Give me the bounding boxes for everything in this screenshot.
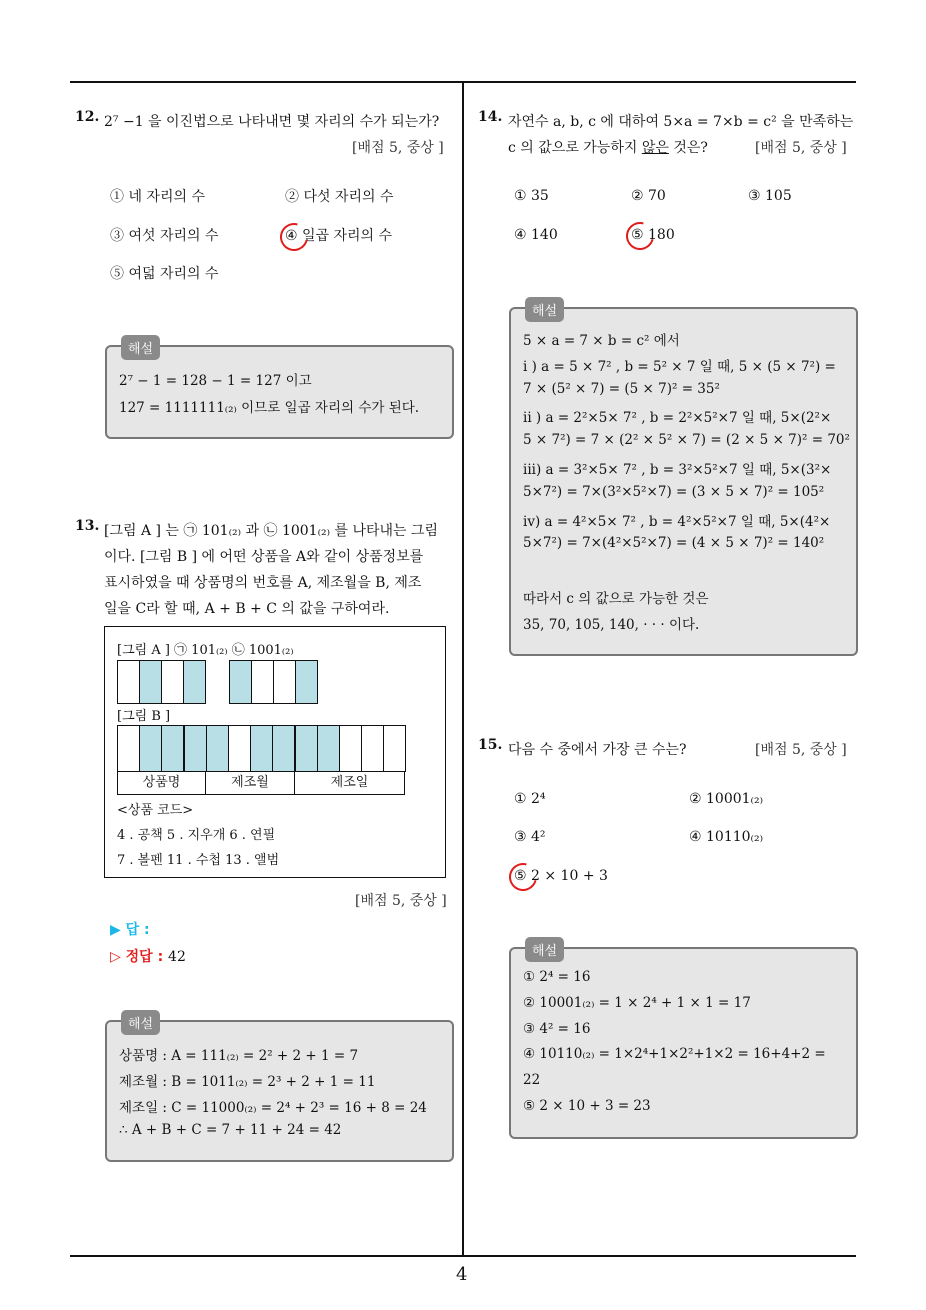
q14-sol-line-2: i ) a = 5 × 7² , b = 5² × 7 일 때, 5 × (5 × 7²) = bbox=[523, 358, 836, 375]
q15-solution-label: 해설 bbox=[525, 937, 564, 962]
q15-option-4[interactable]: ④ 10110₍₂₎ bbox=[689, 829, 764, 845]
fig-a-caption: [그림 A ] ㉠ 101₍₂₎ ㉡ 1001₍₂₎ bbox=[117, 643, 294, 658]
q12-option-1[interactable]: ① 네 자리의 수 bbox=[110, 189, 205, 205]
q13-stem-line-1: [그림 A ] 는 ㉠ 101₍₂₎ 과 ㉡ 1001₍₂₎ 를 나타내는 그림 bbox=[104, 523, 439, 539]
q15-option-5-text: 2 × 10 + 3 bbox=[531, 868, 608, 884]
q14-sol-line-3: 7 × (5² × 7) = (5 × 7)² = 35² bbox=[523, 380, 720, 397]
q15-stem: 다음 수 중에서 가장 큰 수는? bbox=[508, 742, 687, 758]
q14-sol-line-11: 따라서 c 의 값으로 가능한 것은 bbox=[523, 591, 709, 607]
fig-a-cell bbox=[183, 660, 206, 704]
q12-meta: [배점 5, 중상 ] bbox=[352, 140, 444, 156]
fig-b-cell bbox=[339, 725, 362, 772]
q13-sol-line-3: 제조일 : C = 11000₍₂₎ = 2⁴ + 2³ = 16 + 8 = 24 bbox=[119, 1100, 427, 1116]
q14-stem-line-2: c 의 값으로 가능하지 않은 것은? bbox=[508, 140, 708, 156]
q12-option-4-text: 일곱 자리의 수 bbox=[302, 228, 393, 244]
fig-a-cell bbox=[117, 660, 140, 704]
q12-number: 12. bbox=[75, 109, 100, 125]
q15-number: 15. bbox=[478, 737, 503, 753]
q14-meta: [배점 5, 중상 ] bbox=[755, 140, 847, 156]
fig-b-caption: [그림 B ] bbox=[117, 709, 171, 724]
q15-option-5[interactable] bbox=[514, 868, 608, 884]
q12-option-3[interactable]: ③ 여섯 자리의 수 bbox=[110, 228, 219, 244]
q15-sol-line-3: ③ 4² = 16 bbox=[523, 1020, 591, 1037]
q14-sol-line-9: 5×7²) = 7×(4²×5²×7) = (4 × 5 × 7)² = 140² bbox=[523, 535, 825, 552]
fig-b-cell bbox=[228, 725, 251, 772]
q14-option-1[interactable]: ① 35 bbox=[514, 188, 549, 204]
q14-sol-line-5: 5 × 7²) = 7 × (2² × 5² × 7) = (2 × 5 × 7)² = 70² bbox=[523, 432, 850, 449]
q13-sol-line-4: ∴ A + B + C = 7 + 11 + 24 = 42 bbox=[119, 1122, 342, 1138]
q14-option-5-marker: ⑤ bbox=[631, 227, 644, 243]
fig-b-cell bbox=[250, 725, 273, 772]
fig-b-cell bbox=[361, 725, 384, 772]
q15-option-1[interactable]: ① 2⁴ bbox=[514, 791, 546, 807]
q12-option-4[interactable] bbox=[285, 225, 392, 245]
page-number: 4 bbox=[456, 1264, 468, 1285]
q15-meta: [배점 5, 중상 ] bbox=[755, 742, 847, 758]
q15-sol-line-4: ④ 10110₍₂₎ = 1×2⁴+1×2²+1×2 = 16+4+2 = bbox=[523, 1046, 826, 1063]
fig-b-cell bbox=[117, 725, 140, 772]
q13-sol-line-1: 상품명 : A = 111₍₂₎ = 2² + 2 + 1 = 7 bbox=[119, 1048, 359, 1064]
fig-b-cell bbox=[139, 725, 162, 772]
q15-option-5-marker: ⑤ bbox=[514, 868, 527, 884]
code-line-2: 7 . 볼펜 11 . 수첩 13 . 앨범 bbox=[117, 853, 280, 868]
fig-b-cell bbox=[161, 725, 184, 772]
q13-stem-line-4: 일을 C라 할 때, A + B + C 의 값을 구하여라. bbox=[104, 601, 390, 617]
q15-sol-line-6: ⑤ 2 × 10 + 3 = 23 bbox=[523, 1098, 651, 1114]
q13-figure bbox=[104, 626, 446, 878]
q15-sol-line-1: ① 2⁴ = 16 bbox=[523, 969, 591, 985]
q13-correct-value: 42 bbox=[168, 949, 186, 965]
fig-a-cell bbox=[161, 660, 184, 704]
q13-solution-label: 해설 bbox=[121, 1010, 160, 1035]
code-title: <상품 코드> bbox=[117, 803, 194, 818]
bottom-rule bbox=[70, 1255, 856, 1257]
q15-option-2[interactable]: ② 10001₍₂₎ bbox=[689, 791, 764, 807]
q12-solution-box bbox=[105, 342, 454, 439]
q12-sol-line-2: 127 = 1111111₍₂₎ 이므로 일곱 자리의 수가 된다. bbox=[119, 400, 420, 416]
q14-option-2[interactable]: ② 70 bbox=[631, 188, 666, 204]
q14-solution-label: 해설 bbox=[525, 297, 564, 322]
q12-sol-line-1: 2⁷ − 1 = 128 − 1 = 127 이고 bbox=[119, 373, 312, 389]
q12-option-5[interactable]: ⑤ 여덟 자리의 수 bbox=[110, 266, 219, 282]
q15-solution-box bbox=[509, 944, 858, 1139]
q12-solution-label: 해설 bbox=[121, 335, 160, 360]
q13-answer-label: ▶ 답 : bbox=[110, 922, 150, 938]
q15-sol-line-5: 22 bbox=[523, 1072, 541, 1089]
q14-sol-line-8: iv) a = 4²×5× 7² , b = 4²×5²×7 일 때, 5×(4²× bbox=[523, 513, 831, 530]
q12-stem: 2⁷ −1 을 이진법으로 나타내면 몇 자리의 수가 되는가? bbox=[104, 114, 440, 130]
q12-option-4-marker: ④ bbox=[285, 228, 298, 244]
q15-sol-line-2: ② 10001₍₂₎ = 1 × 2⁴ + 1 × 1 = 17 bbox=[523, 994, 751, 1011]
q13-stem-line-2: 이다. [그림 B ] 에 어떤 상품을 A와 같이 상품정보를 bbox=[104, 549, 424, 565]
q13-correct-label: ▷ 정답 : bbox=[110, 949, 164, 965]
q15-option-3[interactable]: ③ 4² bbox=[514, 829, 546, 845]
column-divider bbox=[462, 81, 464, 1256]
q13-solution-box bbox=[105, 1017, 454, 1162]
q13-stem-line-3: 표시하였을 때 상품명의 번호를 A, 제조월을 B, 제조 bbox=[104, 575, 422, 591]
q14-stem-line-1: 자연수 a, b, c 에 대하여 5×a = 7×b = c² 을 만족하는 bbox=[508, 114, 854, 130]
fig-a-cell bbox=[273, 660, 296, 704]
code-line-1: 4 . 공책 5 . 지우개 6 . 연필 bbox=[117, 828, 276, 843]
q13-number: 13. bbox=[75, 518, 100, 534]
q14-option-5-text: 180 bbox=[648, 227, 675, 243]
fig-a-cell bbox=[251, 660, 274, 704]
q14-sol-line-6: iii) a = 3²×5× 7² , b = 3²×5²×7 일 때, 5×(3²× bbox=[523, 462, 832, 478]
q14-underlined-word: 않은 bbox=[641, 140, 669, 156]
q14-option-5[interactable] bbox=[631, 227, 675, 243]
q14-sol-line-1: 5 × a = 7 × b = c² 에서 bbox=[523, 333, 680, 349]
fig-a-cell bbox=[229, 660, 252, 704]
q14-sol-line-7: 5×7²) = 7×(3²×5²×7) = (3 × 5 × 7)² = 105² bbox=[523, 483, 825, 500]
fig-b-cell bbox=[206, 725, 229, 772]
fig-a-cell bbox=[295, 660, 318, 704]
fig-b-cell bbox=[295, 725, 318, 772]
q14-sol-line-4: ii ) a = 2²×5× 7² , b = 2²×5²×7 일 때, 5×(2²× bbox=[523, 410, 832, 427]
segment-month: 제조월 bbox=[205, 771, 295, 795]
segment-product-name: 상품명 bbox=[117, 771, 206, 795]
answer-circle-icon bbox=[621, 217, 659, 255]
fig-b-cell bbox=[317, 725, 340, 772]
q12-option-2[interactable]: ② 다섯 자리의 수 bbox=[285, 189, 394, 205]
segment-day: 제조일 bbox=[294, 771, 405, 795]
q14-number: 14. bbox=[478, 109, 503, 125]
q14-option-3[interactable]: ③ 105 bbox=[748, 188, 792, 204]
fig-a-cell bbox=[139, 660, 162, 704]
answer-circle-icon bbox=[275, 218, 313, 256]
q14-sol-line-12: 35, 70, 105, 140, · · · 이다. bbox=[523, 616, 700, 633]
fig-b-cell bbox=[383, 725, 406, 772]
q14-option-4[interactable]: ④ 140 bbox=[514, 227, 558, 243]
q13-meta: [배점 5, 중상 ] bbox=[355, 893, 447, 909]
q13-sol-line-2: 제조월 : B = 1011₍₂₎ = 2³ + 2 + 1 = 11 bbox=[119, 1074, 376, 1090]
fig-b-cell bbox=[272, 725, 295, 772]
q14-solution-box bbox=[509, 304, 858, 656]
fig-b-cell bbox=[184, 725, 207, 772]
answer-circle-icon bbox=[504, 858, 542, 896]
q13-correct bbox=[110, 946, 186, 966]
